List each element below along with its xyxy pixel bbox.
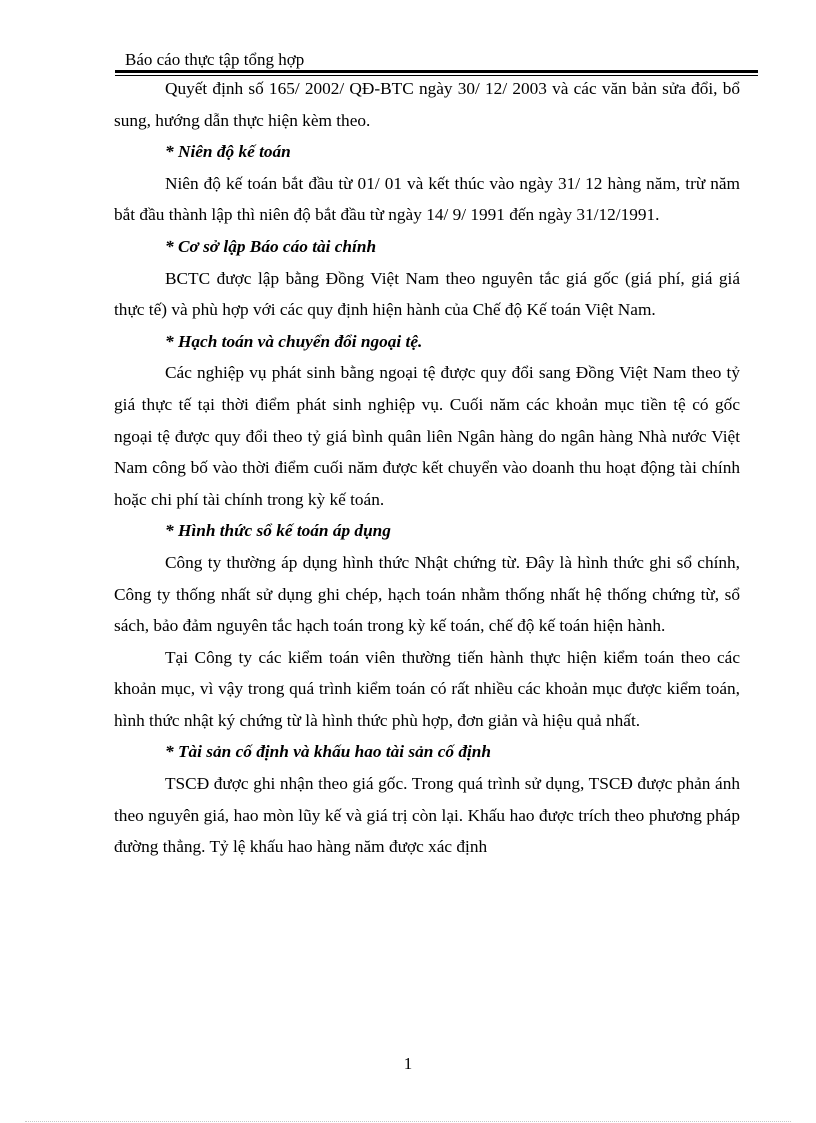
section-heading-fixed-assets: * Tài sản cố định và khấu hao tài sản cố định [165, 742, 492, 762]
paragraph-financial-report-basis: BCTC được lập bằng Đồng Việt Nam theo nguyên tắc giá gốc (giá phí, giá giá thực tế) và phù hợp với các quy định hiện hành của Chế độ Kế toán Việt Nam. [114, 268, 740, 320]
page-bottom-border [25, 1121, 791, 1122]
section-heading-fiscal-year: * Niên độ kế toán [165, 142, 291, 162]
section-heading-financial-report-basis: * Cơ sở lập Báo cáo tài chính [165, 236, 377, 256]
paragraph-continuation: Quyết định số 165/ 2002/ QĐ-BTC ngày 30/ 12/ 2003 và các văn bản sửa đổi, bổ sung, hướng dẫn thực hiện kèm theo. [114, 79, 740, 130]
paragraph-fiscal-year: Niên độ kế toán bắt đầu từ 01/ 01 và kết thúc vào ngày 31/ 12 hàng năm, trừ năm bắt đầu thành lập thì niên độ bắt đầu từ ngày 14/ 9/ 1991 đến ngày 31/12/1991. [114, 173, 740, 225]
page-number: 1 [403, 1054, 413, 1073]
paragraph-fixed-assets: TSCĐ được ghi nhận theo giá gốc. Trong quá trình sử dụng, TSCĐ được phản ánh theo nguyên giá, hao mòn lũy kế và giá trị còn lại. Khấu hao được trích theo phương pháp đường thẳng. Tỷ lệ khấu hao hàng năm được xác định [114, 774, 740, 857]
paragraph-bookkeeping-form: Công ty thường áp dụng hình thức Nhật chứng từ. Đây là hình thức ghi sổ chính, Công ty thống nhất sử dụng ghi chép, hạch toán nhằm thống nhất hệ thống chứng từ, sổ sách, bảo đảm nguyên tắc hạch toán trong kỳ kế toán, chế độ kế toán hiện hành. [114, 552, 740, 636]
section-heading-bookkeeping-form: * Hình thức sổ kế toán áp dụng [165, 521, 391, 541]
section-heading-foreign-currency: * Hạch toán và chuyển đổi ngoại tệ. [165, 331, 423, 351]
page-header-title: Báo cáo thực tập tổng hợp [125, 50, 305, 69]
paragraph-foreign-currency: Các nghiệp vụ phát sinh bằng ngoại tệ được quy đổi sang Đồng Việt Nam theo tỷ giá thực tế tại thời điểm phát sinh nghiệp vụ. Cuối năm các khoản mục tiền tệ có gốc ngoại tệ được quy đổi theo tỷ giá bình quân liên Ngân hàng do ngân hàng Nhà nước Việt Nam công bố vào thời điểm cuối năm được kết chuyển vào doanh thu hoạt động tài chính hoặc chi phí tài chính trong kỳ kế toán. [114, 363, 740, 509]
document-body [114, 73, 740, 863]
paragraph-audit-approach: Tại Công ty các kiểm toán viên thường tiến hành thực hiện kiểm toán theo các khoản mục, vì vậy trong quá trình kiểm toán có rất nhiều các khoản mục được kiểm toán, hình thức nhật ký chứng từ là hình thức phù hợp, đơn giản và hiệu quả nhất. [114, 647, 740, 730]
